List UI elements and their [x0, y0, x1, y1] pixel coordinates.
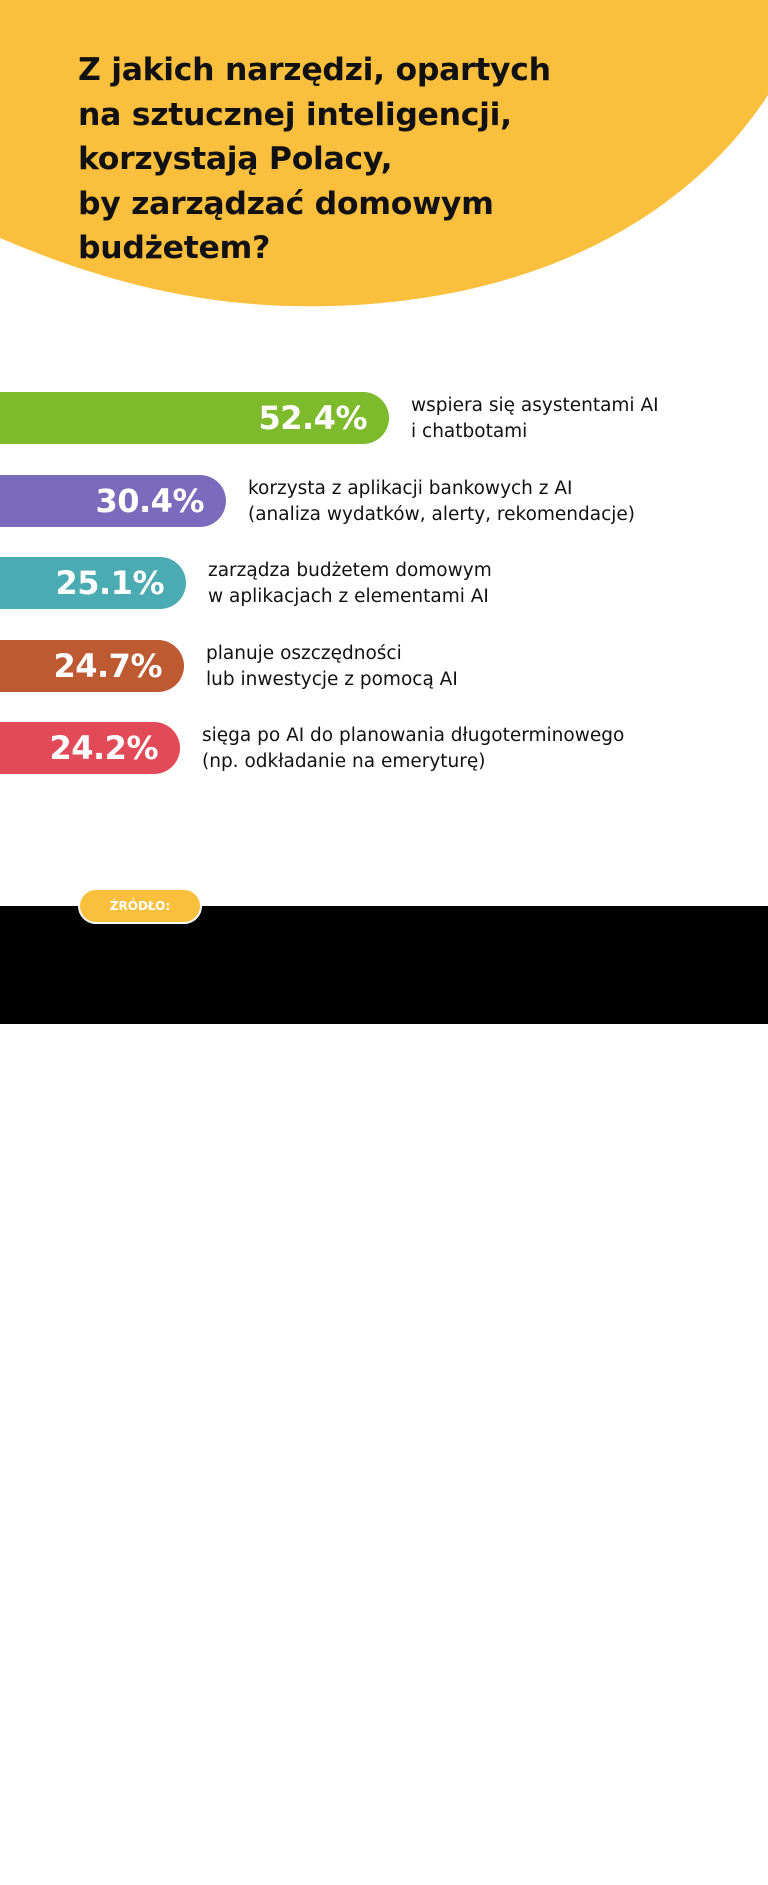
bar-category-label: [208, 558, 492, 610]
bar-category-label-line: planuje oszczędności: [206, 643, 402, 664]
bar: [0, 640, 184, 692]
bar: [0, 475, 226, 527]
bar-category-label-line: wspiera się asystentami AI: [411, 395, 659, 416]
title-line: na sztucznej inteligencji,: [78, 96, 512, 133]
bar-category-label-line: zarządza budżetem domowym: [208, 560, 492, 581]
bar-category-label-line: (np. odkładanie na emeryturę): [202, 751, 486, 772]
bar: [0, 392, 389, 444]
source-text: [78, 1853, 718, 1885]
bar-value-label: 24.2%: [49, 729, 158, 767]
bar-category-label-line: (analiza wydatków, alerty, rekomendacje): [248, 504, 636, 525]
bar-value-label: 24.7%: [53, 647, 162, 685]
bar-category-label: [248, 476, 635, 528]
source-line: „DA SIĘ! Polacy w akcji” – badanie opinii przeprowadzone przez SW Research: [78, 1853, 581, 1868]
bar: [0, 557, 186, 609]
title-line: Z jakich narzędzi, opartych: [78, 52, 551, 88]
bar: [0, 722, 180, 774]
bar-category-label-line: lub inwestycje z pomocą AI: [206, 669, 458, 690]
title-line: korzystają Polacy,: [78, 141, 393, 177]
title-line: by zarządzać domowym: [78, 185, 494, 222]
bar-value-label: 52.4%: [258, 399, 367, 437]
bar-category-label: [206, 641, 458, 693]
source-line: na zlecenie Smartney Grupa Oney w grudniu 2025 r. Metodologia: CAWI. N=1006.: [78, 1869, 613, 1884]
bar-category-label-line: w aplikacjach z elementami AI: [208, 586, 489, 607]
source-badge: ŹRÓDŁO:: [78, 888, 202, 924]
title-line: budżetem?: [78, 230, 271, 266]
bar-category-label-line: i chatbotami: [411, 421, 528, 442]
bar-category-label-line: sięga po AI do planowania długoterminowego: [202, 725, 625, 746]
bar-value-label: 30.4%: [95, 482, 204, 520]
bar-category-label: [202, 723, 624, 775]
bar-category-label-line: korzysta z aplikacji bankowych z AI: [248, 478, 573, 499]
bar-value-label: 25.1%: [55, 564, 164, 602]
bar-category-label: [411, 393, 659, 445]
